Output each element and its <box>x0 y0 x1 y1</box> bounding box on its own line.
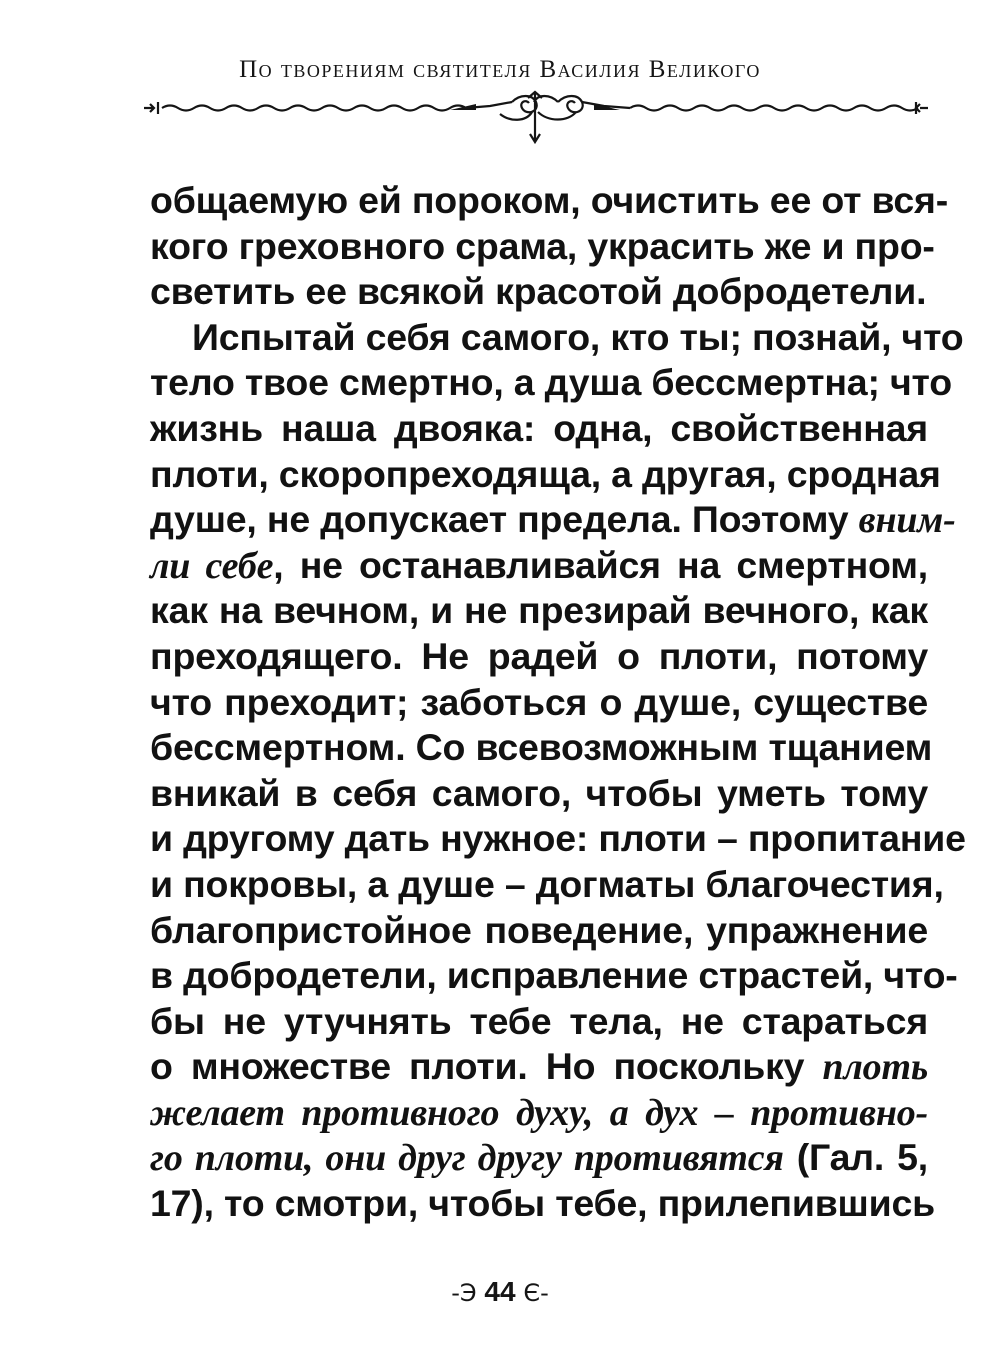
text-line: что преходит; заботься о душе, существе <box>150 680 928 723</box>
text-line: плоти, скоропреходяща, а другая, сродная <box>150 452 941 495</box>
text-line: светить ее всякой красотой добродетели. <box>150 270 927 313</box>
page-number-left-ornament: -Э <box>451 1279 477 1307</box>
text-line <box>150 1044 928 1090</box>
paragraph-2 <box>150 315 966 1227</box>
text-line: благопристойное поведение, упражнение <box>150 908 928 951</box>
text-line: вникай в себя самого, чтобы уметь тому <box>150 771 928 814</box>
italic-quote: ли себе <box>150 544 274 587</box>
italic-quote: вним- <box>858 499 956 542</box>
text-line <box>150 497 956 543</box>
italic-quote: го плоти, они друг другу противятся <box>150 1137 784 1180</box>
text-line: в добродетели, исправление страстей, что- <box>150 954 958 997</box>
page-number: 44 <box>484 1276 516 1307</box>
text-line: 17), то смотри, чтобы тебе, прилепившись <box>150 1182 935 1225</box>
text-line: как на вечном, и не презирай вечного, как <box>150 589 928 632</box>
text-line <box>150 543 928 589</box>
page-number-footer <box>0 1276 1000 1308</box>
paragraph-1 <box>150 178 949 315</box>
text-line: бы не утучнять тебе тела, не стараться <box>150 999 928 1042</box>
text-line: кого греховного срама, украсить же и про- <box>150 224 935 267</box>
text-run: душе, не допускает предела. Поэтому <box>150 498 859 541</box>
text-line <box>150 1090 928 1136</box>
text-line: жизнь наша двояка: одна, свойственная <box>150 406 928 449</box>
text-line: Испытай себя самого, кто ты; познай, что <box>192 315 964 358</box>
text-line: бессмертном. Со всевозможным тщанием <box>150 726 933 769</box>
text-line: общаемую ей пороком, очистить ее от вся- <box>150 179 949 221</box>
text-line: преходящего. Не радей о плоти, потому <box>150 634 928 677</box>
italic-quote: плоть <box>822 1046 928 1089</box>
text-run: о множестве плоти. Но поскольку <box>150 1045 823 1088</box>
text-run: (Гал. 5, <box>783 1136 928 1179</box>
text-line: тело твое смертно, а душа бессмертна; что <box>150 361 952 404</box>
floral-divider-icon <box>140 88 930 148</box>
page-number-right-ornament: Є- <box>523 1279 549 1307</box>
text-line: и другому дать нужное: плоти – пропитание <box>150 817 966 860</box>
text-line <box>150 1135 928 1181</box>
running-header: По творениям святителя Василия Великого <box>239 56 761 83</box>
italic-quote: желает противного духу, а дух – противно- <box>150 1091 928 1134</box>
text-run: , не останавливайся на смертном, <box>273 543 928 586</box>
body-text <box>150 178 966 1227</box>
text-line: и покровы, а душе – догматы благочестия, <box>150 862 944 905</box>
